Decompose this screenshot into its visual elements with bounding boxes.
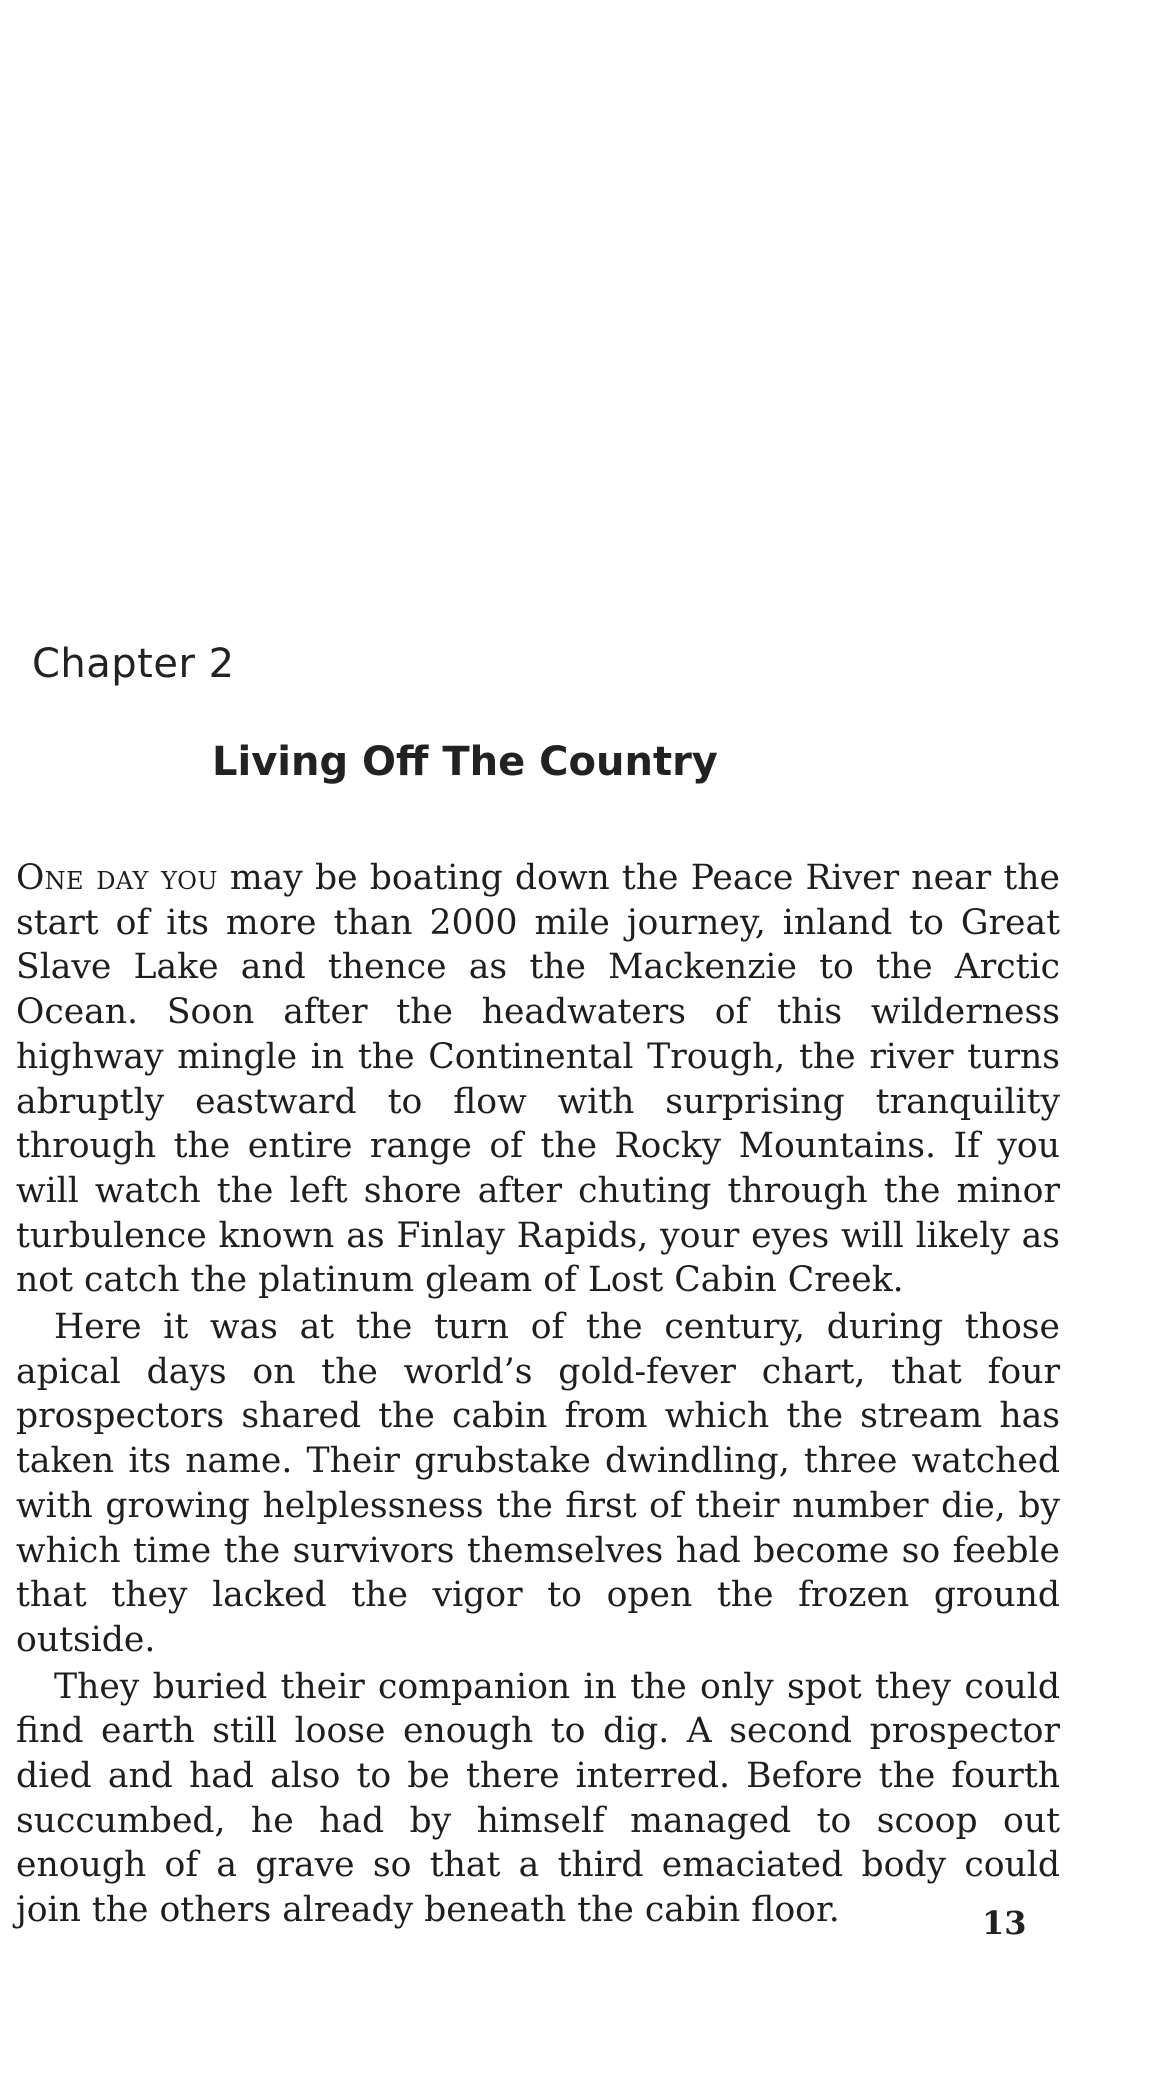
paragraph-1 bbox=[16, 856, 1060, 1303]
paragraph-3: They buried their companion in the only spot they could find earth still loose enough to dig. A second prospector died and had also to be there interred. Before the fourth succumbed, he had by himself managed to scoop out enough of a grave so that a third emaciated body could join the others already beneath the cabin floor. bbox=[16, 1666, 1060, 1931]
paragraph-2: Here it was at the turn of the century, during those apical days on the world’s gold-fever chart, that four prospectors shared the cabin from which the stream has taken its name. Their grubstake dwindling, three watched with growing helplessness the first of their number die, by which time the survivors themselves had become so feeble that they lacked the vigor to open the frozen ground outside. bbox=[16, 1307, 1060, 1660]
chapter-label: Chapter 2 bbox=[32, 641, 235, 687]
chapter-body bbox=[16, 856, 1060, 1933]
paragraph-lead-in: One day you bbox=[16, 858, 218, 898]
paragraph-text: may be boating down the Peace River near the start of its more than 2000 mile journey, inland to Great Slave Lake and thence as the Mackenzie to the Arctic Ocean. Soon after the headwaters of this wilderness highway mingle in the Continental Trough, the river turns abruptly eastward to flow with surprising tranquility through the entire range of the Rocky Mountains. If you will watch the left shore after chuting through the minor turbulence known as Finlay Rapids, your eyes will likely as not catch the platinum gleam of Lost Cabin Creek. bbox=[16, 858, 1060, 1301]
page-number: 13 bbox=[982, 1904, 1027, 1942]
chapter-title: Living Off The Country bbox=[212, 739, 718, 785]
